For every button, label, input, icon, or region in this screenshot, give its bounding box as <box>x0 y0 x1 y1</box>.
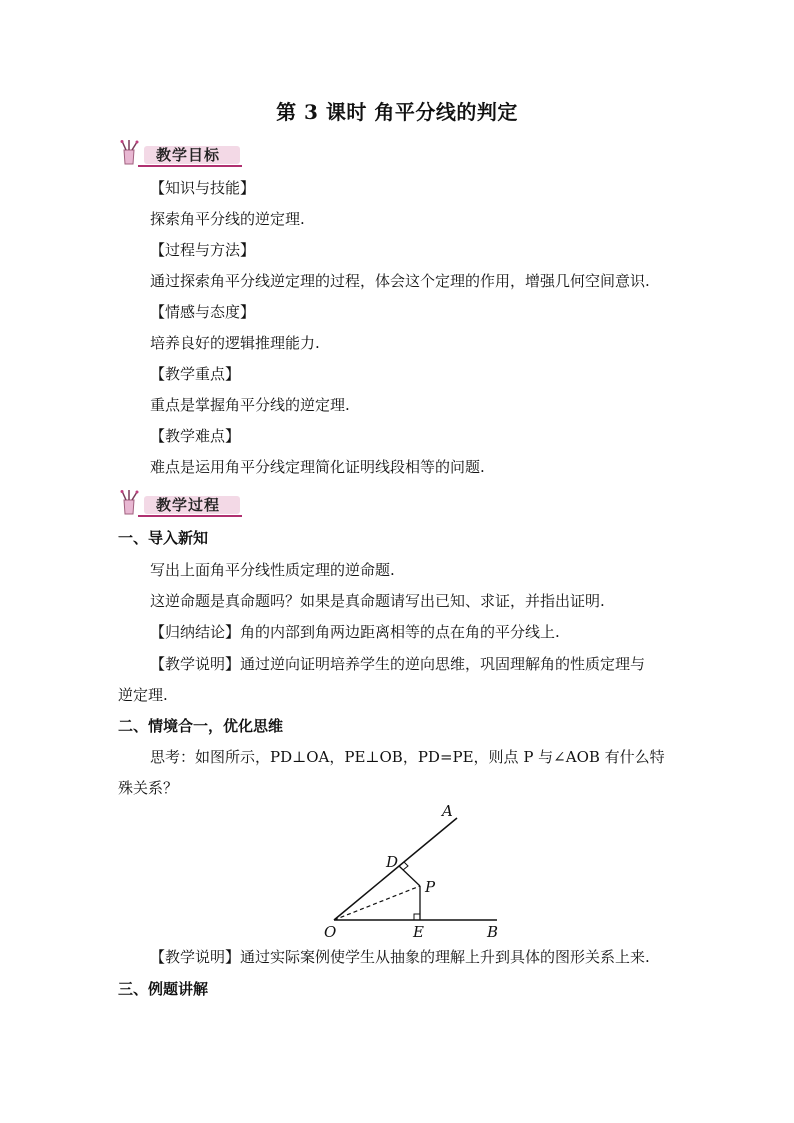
page-title: 第 3 课时 角平分线的判定 <box>276 100 518 124</box>
section-heading-1: 一、导入新知 <box>118 529 209 547</box>
section-badge-process <box>118 490 243 520</box>
paragraph: 思考：如图所示，PD⊥OA，PE⊥OB，PD=PE，则点 P 与∠AOB 有什么特 <box>150 748 665 766</box>
key-point-text: 重点是掌握角平分线的逆定理. <box>150 396 350 414</box>
badge-label: 教学过程 <box>156 496 221 514</box>
paragraph: 写出上面角平分线性质定理的逆命题. <box>150 561 395 579</box>
knowledge-heading: 【知识与技能】 <box>150 179 256 197</box>
label-a: A <box>442 802 453 820</box>
label-d: D <box>386 853 399 871</box>
paragraph: 殊关系？ <box>118 779 179 797</box>
difficult-point-heading: 【教学难点】 <box>150 427 241 445</box>
emotion-text: 培养良好的逻辑推理能力. <box>150 334 320 352</box>
segment-op-dashed <box>334 886 420 920</box>
paragraph: 【教学说明】通过逆向证明培养学生的逆向思维，巩固理解角的性质定理与 <box>150 655 646 673</box>
section-heading-3: 三、例题讲解 <box>118 980 209 998</box>
right-angle-mark-e <box>414 914 420 920</box>
badge-label: 教学目标 <box>156 146 221 164</box>
emotion-heading: 【情感与态度】 <box>150 303 256 321</box>
method-heading: 【过程与方法】 <box>150 241 256 259</box>
method-text: 通过探索角平分线逆定理的过程，体会这个定理的作用，增强几何空间意识. <box>150 272 650 290</box>
label-p: P <box>425 878 436 896</box>
difficult-point-text: 难点是运用角平分线定理简化证明线段相等的问题. <box>150 458 485 476</box>
label-o: O <box>324 923 337 941</box>
paragraph: 【归纳结论】角的内部到角两边距离相等的点在角的平分线上. <box>150 623 560 641</box>
section-heading-2: 二、情境合一，优化思维 <box>118 717 284 735</box>
angle-bisector-figure <box>322 800 512 942</box>
label-b: B <box>487 923 499 941</box>
key-point-heading: 【教学重点】 <box>150 365 241 383</box>
paragraph: 这逆命题是真命题吗？如果是真命题请写出已知、求证，并指出证明. <box>150 592 605 610</box>
knowledge-text: 探索角平分线的逆定理. <box>150 210 305 228</box>
paragraph: 逆定理. <box>118 686 168 704</box>
section-badge-goals <box>118 140 243 170</box>
paragraph: 【教学说明】通过实际案例使学生从抽象的理解上升到具体的图形关系上来. <box>150 948 650 966</box>
label-e: E <box>413 923 424 941</box>
segment-pd <box>399 866 420 886</box>
right-angle-mark-d <box>403 862 408 870</box>
